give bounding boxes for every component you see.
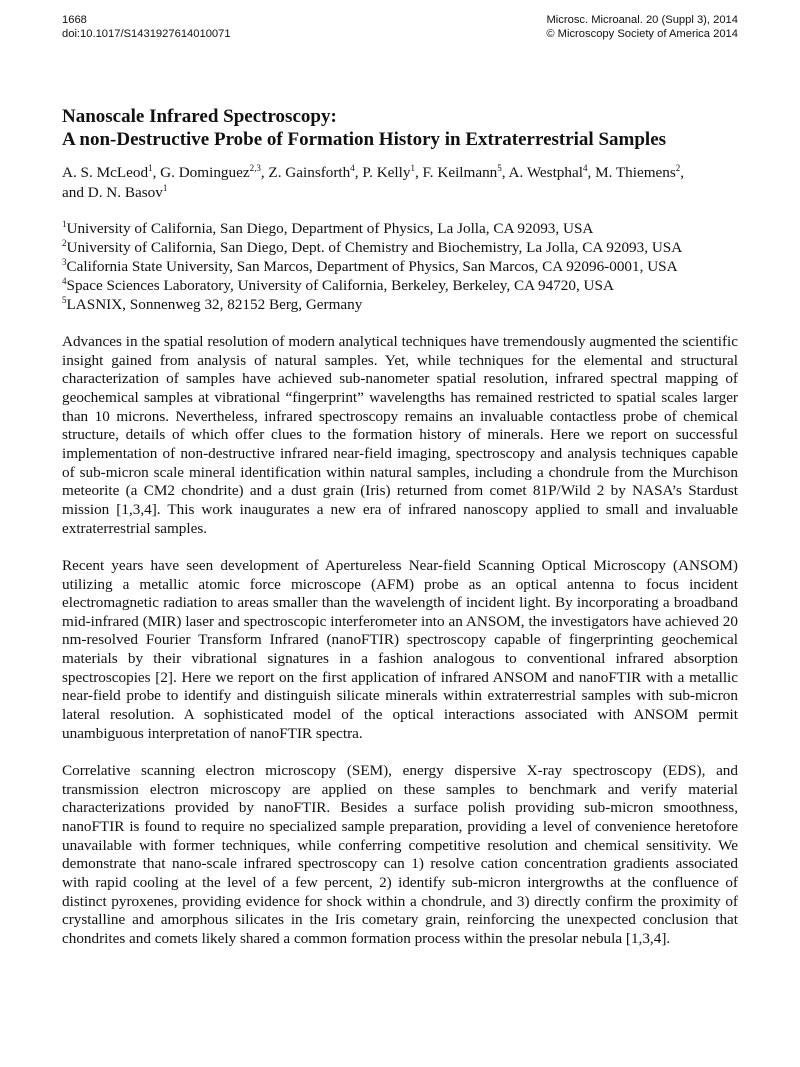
copyright: © Microscopy Society of America 2014	[546, 27, 738, 40]
affiliation-list	[62, 219, 738, 314]
author-list	[62, 163, 738, 203]
author	[160, 164, 268, 181]
author-name: P. Kelly	[362, 164, 411, 181]
paragraph: Advances in the spatial resolution of modern analytical techniques have tremendously augmented the scientific insight gained from analysis of natural samples. Yet, while techniques for the elemental and structural characterization of samples have achieved sub-nanometer spatial resolution, infrared spectral mapping of geochemical samples at vibrational “fingerprint” wavelengths has remained restricted to spatial scales larger than 10 microns. Nevertheless, infrared spectroscopy remains an invaluable contactless probe of chemical structure, details of which offer clues to the formation history of minerals. Here we report on successful implementation of non-destructive infrared near-field imaging, spectroscopy and analysis techniques capable of sub-micron scale mineral identification within natural samples, including a chondrule from the Murchison meteorite (a CM2 chondrite) and a dust grain (Iris) returned from comet 81P/Wild 2 by NASA’s Stardust mission [1,3,4]. This work inaugurates a new era of infrared nanoscopy applied to small and invaluable extraterrestrial samples.	[62, 333, 738, 537]
author-affiliation-mark: 2,3	[249, 162, 261, 173]
affiliation	[62, 257, 738, 276]
author-separator: ,	[260, 164, 269, 181]
paragraph: Correlative scanning electron microscopy (SEM), energy dispersive X-ray spectroscopy (EDS), and transmission electron microscopy are applied on these samples to benchmark and verify material characterizations provided by nanoFTIR. Besides a surface polish providing sub-micron smoothness, nanoFTIR is found to require no specialized sample preparation, providing a level of convenience heretofore unavailable with former techniques, while conferring competitive resolution and chemical sensitivity. We demonstrate that nano-scale infrared spectroscopy can 1) resolve cation concentration gradients associated with rapid cooling at the level of a few percent, 2) identify sub-micron intergrowths at the confluence of distinct pyroxenes, providing evidence for shock within a chondrule, and 3) directly confirm the proximity of crystalline and amorphous silicates in the Iris cometary grain, reinforcing the unexpected conclusion that chondrites and comets likely shared a common formation process within the presolar nebula [1,3,4].	[62, 762, 738, 947]
running-header	[62, 14, 738, 41]
author-affiliation-mark: 1	[162, 182, 168, 193]
affiliation	[62, 295, 738, 314]
author-name: M. Thiemens	[595, 164, 676, 181]
doi: doi:10.1017/S1431927614010071	[62, 27, 231, 40]
author-name: and D. N. Basov	[62, 184, 163, 201]
author	[423, 164, 509, 181]
affiliation-text: University of California, San Diego, Dept. of Chemistry and Biochemistry, La Jolla, CA 92093, USA	[66, 239, 683, 256]
affiliation-number: 5	[62, 294, 67, 305]
author	[362, 164, 422, 181]
affiliation-number: 4	[62, 275, 67, 286]
author-separator: ,	[414, 164, 423, 181]
author-name: A. S. McLeod	[62, 164, 149, 181]
author-affiliation-mark: 4	[582, 162, 588, 173]
affiliation	[62, 276, 738, 295]
author	[509, 164, 596, 181]
title-line-2: A non-Destructive Probe of Formation History in Extraterrestrial Samples	[62, 129, 667, 150]
author-affiliation-mark: 2	[675, 162, 681, 173]
author-name: F. Keilmann	[422, 164, 498, 181]
author-separator: ,	[152, 164, 161, 181]
affiliation-text: Space Sciences Laboratory, University of California, Berkeley, Berkeley, CA 94720, USA	[66, 277, 614, 294]
author	[268, 164, 362, 181]
author-affiliation-mark: 5	[497, 162, 502, 173]
author	[62, 184, 167, 201]
author-affiliation-mark: 1	[410, 162, 415, 173]
affiliation-number: 2	[62, 237, 67, 248]
affiliation-text: University of California, San Diego, Department of Physics, La Jolla, CA 92093, USA	[66, 220, 594, 237]
author	[62, 164, 160, 181]
affiliation-number: 1	[62, 218, 67, 229]
paper-title	[62, 105, 738, 151]
page-number: 1668	[62, 14, 87, 26]
author-affiliation-mark: 4	[350, 162, 355, 173]
abstract-body	[62, 333, 738, 949]
author	[595, 164, 684, 181]
author-affiliation-mark: 1	[148, 162, 153, 173]
affiliation	[62, 219, 738, 238]
author-separator: ,	[501, 164, 509, 181]
affiliation-text: California State University, San Marcos, Department of Physics, San Marcos, CA 92096-0001, USA	[66, 258, 678, 275]
header-left	[62, 14, 231, 41]
affiliation-text: LASNIX, Sonnenweg 32, 82152 Berg, Germany	[66, 296, 363, 313]
journal-citation: Microsc. Microanal. 20 (Suppl 3), 2014	[546, 14, 738, 26]
author-name: A. Westphal	[508, 164, 583, 181]
author-name: Z. Gainsforth	[268, 164, 351, 181]
header-right	[546, 14, 738, 41]
author-separator: ,	[354, 164, 363, 181]
author-name: G. Dominguez	[160, 164, 250, 181]
paragraph: Recent years have seen development of Apertureless Near-field Scanning Optical Microscopy (ANSOM) utilizing a metallic atomic force microscope (AFM) probe as an optical antenna to focus incident electromagnetic radiation to areas smaller than the wavelength of incident light. By incorporating a broadband mid-infrared (MIR) laser and spectroscopic interferometer into an ANSOM, the investigators have achieved 20 nm-resolved Fourier Transform Infrared (nanoFTIR) spectroscopy capable of fingerprinting geochemical materials by their vibrational signatures in a fashion analogous to conventional infrared absorption spectroscopies [2]. Here we report on the first application of infrared ANSOM and nanoFTIR with a metallic near-field probe to identify and distinguish silicate minerals within extraterrestrial samples with sub-micron lateral resolution. A sophisticated model of the optical interactions associated with ANSOM permit unambiguous interpretation of nanoFTIR spectra.	[62, 556, 738, 742]
author-separator: ,	[587, 164, 596, 181]
title-line-1: Nanoscale Infrared Spectroscopy:	[62, 106, 337, 127]
author-separator: ,	[680, 164, 685, 181]
affiliation-number: 3	[62, 256, 67, 267]
affiliation	[62, 238, 738, 257]
